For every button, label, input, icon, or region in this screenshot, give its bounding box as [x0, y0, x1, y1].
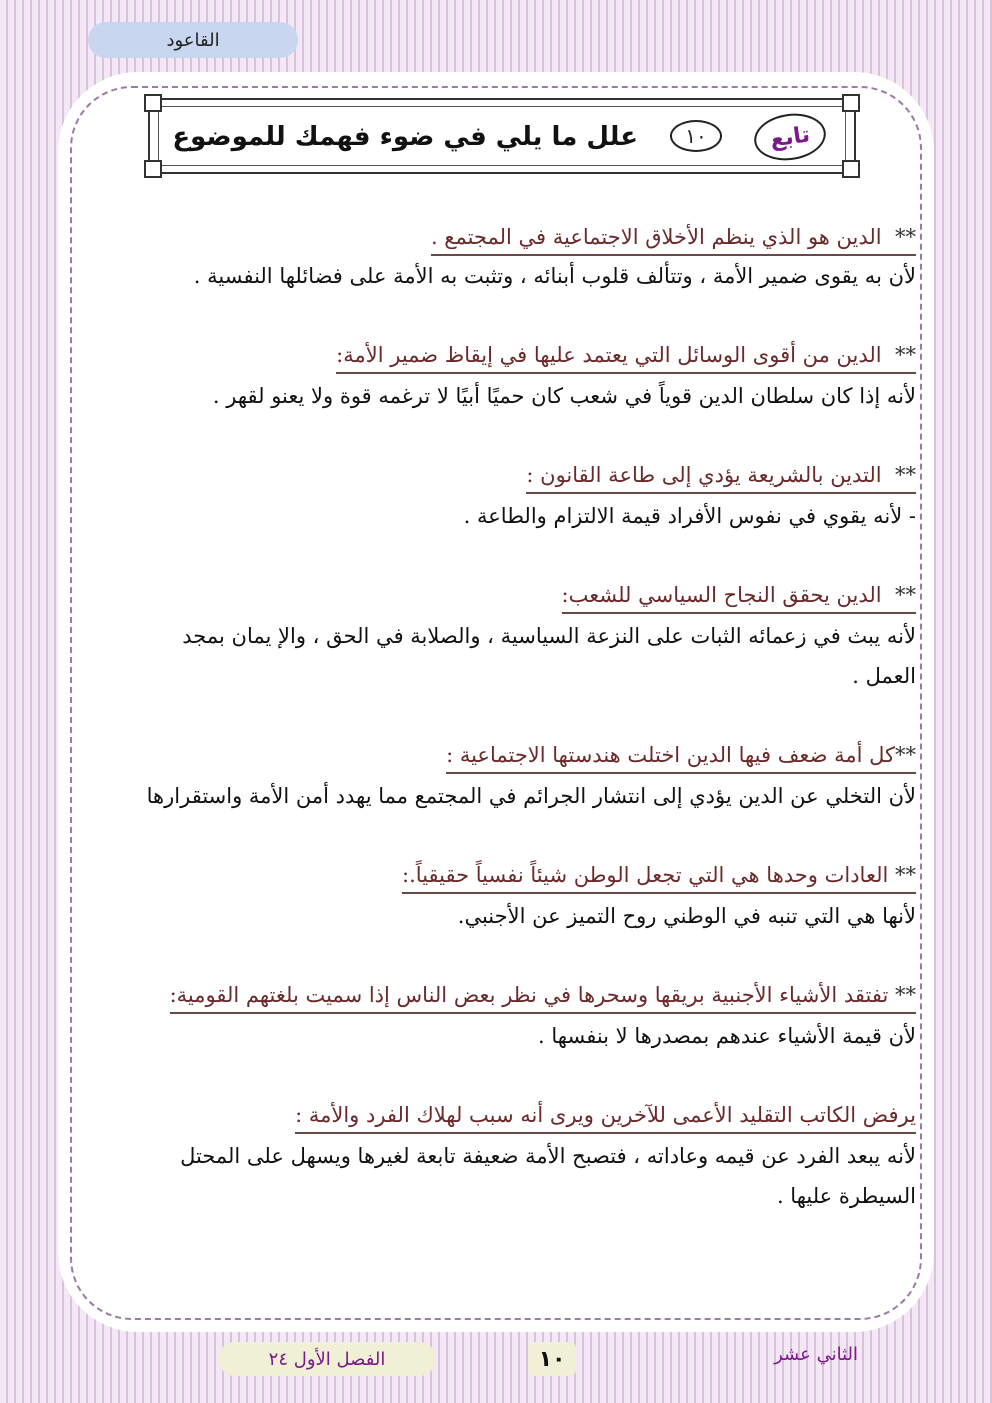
question-text: الدين من أقوى الوسائل التي يعتمد عليها في إيقاظ ضمير الأمة: [336, 343, 882, 367]
corner-ornament-bottom-right [842, 160, 860, 178]
page-title: علل ما يلي في ضوء فهمك للموضوع [172, 122, 638, 152]
footer-term: الفصل الأول ٢٤ [218, 1342, 436, 1376]
answer-4-line-2: العمل . [852, 664, 916, 688]
top-tab-author: القاعود [88, 22, 298, 58]
answer-4-line-1: لأنه يبث في زعمائه الثبات على النزعة السياسية ، والصلابة في الحق ، والإ يمان بمجد [182, 624, 916, 648]
question-text: يرفض الكاتب التقليد الأعمى للآخرين ويرى أنه سبب لهلاك الفرد والأمة : [295, 1103, 916, 1127]
question-6 [402, 860, 916, 894]
answer-3: - لأنه يقوي في نفوس الأفراد قيمة الالتزام والطاعة . [463, 504, 916, 528]
question-text: تفتقد الأشياء الأجنبية بريقها وسحرها في نظر بعض الناس إذا سميت بلغتهم القومية: [169, 983, 889, 1007]
bullet-stars: ** [895, 743, 916, 767]
answer-8-line-2: السيطرة عليها . [776, 1184, 916, 1208]
answer-1: لأن به يقوى ضمير الأمة ، وتتألف قلوب أبنائه ، وتثبت به الأمة على فضائلها النفسية . [193, 264, 916, 288]
question-7 [170, 980, 916, 1014]
footer-grade: الثاني عشر [774, 1344, 858, 1365]
bullet-stars: ** [895, 463, 916, 487]
lesson-number-badge: ١٠ [670, 120, 722, 152]
question-4 [562, 580, 916, 614]
question-8 [295, 1100, 916, 1134]
bullet-stars: ** [895, 863, 916, 887]
question-2 [336, 340, 916, 374]
question-text: العادات وحدها هي التي تجعل الوطن شيئاً نفسياً حقيقياً.: [402, 863, 889, 887]
answer-6: لأنها هي التي تنبه في الوطني روح التميز عن الأجنبي. [457, 904, 916, 928]
bullet-stars: ** [895, 225, 916, 249]
corner-ornament-top-left [144, 94, 162, 112]
corner-ornament-bottom-left [144, 160, 162, 178]
question-text: كل أمة ضعف فيها الدين اختلت هندستها الاجتماعية : [446, 743, 895, 767]
bullet-stars: ** [895, 983, 916, 1007]
answer-8-line-1: لأنه يبعد الفرد عن قيمه وعاداته ، فتصبح الأمة ضعيفة تابعة لغيرها ويسهل على المحتل [180, 1144, 916, 1168]
continued-badge: تابع [751, 109, 829, 165]
question-text: الدين يحقق النجاح السياسي للشعب: [561, 583, 882, 607]
question-5 [446, 740, 916, 774]
question-3 [526, 460, 916, 494]
answer-5: لأن التخلي عن الدين يؤدي إلى انتشار الجرائم في المجتمع مما يهدد أمن الأمة واستقرارها [146, 784, 916, 808]
question-text: الدين هو الذي ينظم الأخلاق الاجتماعية في المجتمع . [430, 225, 882, 249]
bullet-stars: ** [895, 583, 916, 607]
answer-2: لأنه إذا كان سلطان الدين قوياً في شعب كان حميًا أبيًا لا ترغمه قوة ولا يعنو لقهر . [212, 384, 916, 408]
question-1 [431, 222, 916, 256]
question-text: التدين بالشريعة يؤدي إلى طاعة القانون : [526, 463, 882, 487]
header-box [148, 98, 856, 174]
bullet-stars: ** [895, 343, 916, 367]
footer-page-number: ١٠ [528, 1342, 576, 1376]
corner-ornament-top-right [842, 94, 860, 112]
answer-7: لأن قيمة الأشياء عندهم بمصدرها لا بنفسها . [538, 1024, 916, 1048]
